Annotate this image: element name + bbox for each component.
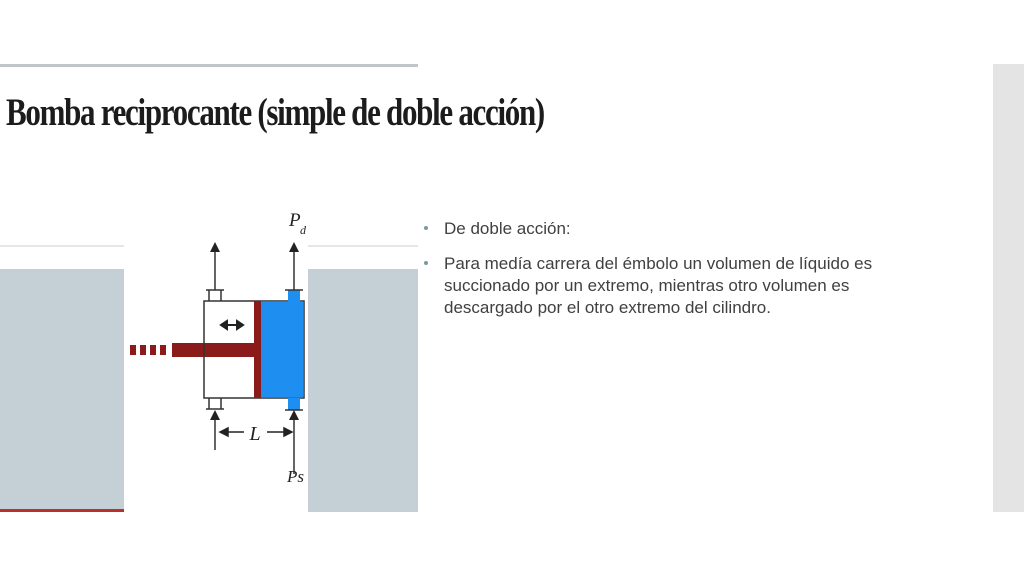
bullet-icon: [424, 226, 428, 230]
bullet-text: De doble acción:: [444, 219, 571, 238]
discharge-pressure-label: P: [289, 210, 301, 231]
piston-rod: [172, 343, 258, 357]
faint-line-left: [0, 245, 124, 247]
port-bottom-right: [288, 398, 300, 410]
image-top-border: [0, 64, 418, 67]
bullet-icon: [424, 261, 428, 265]
bullet-text: Para medía carrera del émbolo un volumen de líquido es succionado por un extremo, mientras otro volumen es descargado por el otro extremo del cilindro.: [444, 254, 873, 317]
faint-line-right: [308, 245, 418, 247]
discharge-pressure-sub: d: [300, 223, 306, 237]
background-right: [308, 269, 418, 512]
pump-image: [0, 64, 544, 512]
image-title: Bomba reciprocante (simple de doble acción): [6, 90, 544, 134]
side-strip: [993, 64, 1024, 512]
background-left: [0, 269, 124, 512]
liquid-chamber: [260, 302, 303, 397]
bullet-item: [424, 253, 924, 319]
pump-diagram: [124, 204, 308, 512]
port-top-right: [288, 290, 300, 302]
bullet-item: [424, 218, 924, 240]
length-label: L: [249, 423, 261, 445]
piston: [254, 301, 261, 398]
bullet-list: [424, 218, 924, 332]
suction-pressure-label: Ps: [287, 467, 304, 486]
